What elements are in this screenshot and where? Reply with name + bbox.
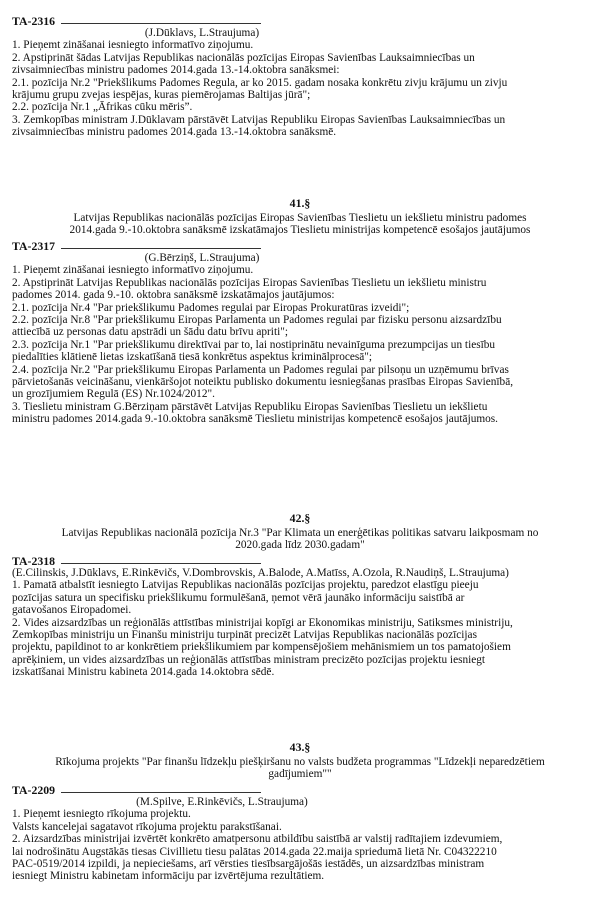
section-number: 41.§	[289, 196, 311, 210]
paragraph-1-cont: pozīcijas satura un specifisku priekšlikumu formulēšanā, ņemot vērā jaunāko informāciju saistībā ar	[12, 591, 465, 604]
paragraph-3: 3. Zemkopības ministram J.Dūklavam pārstāvēt Latvijas Republiku Eiropas Savienības Lauksaimniecības un	[12, 113, 506, 126]
section-number: 43.§	[289, 740, 311, 754]
section-title-line: 2020.gada līdz 2030.gadam"	[235, 539, 365, 552]
paragraph-2-3: 2.3. pozīcija Nr.1 "Par priekšlikumu direktīvai par to, lai nostiprinātu nevainīguma prezumpcijas un tiesību	[12, 338, 496, 351]
section-title-line: Latvijas Republikas nacionālā pozīcija Nr.3 "Par Klimata un enerģētikas politikas satvaru laikposmam no	[61, 527, 539, 539]
decision-entry-ta-2316	[12, 12, 594, 139]
paragraph-2-cont: Zemkopības ministriju un Finanšu ministriju turpināt precizēt Latvijas Republikas nacionālās pozīcijas	[12, 629, 477, 642]
paragraph-2: 2. Apstiprināt šādas Latvijas Republikas nacionālās pozīcijas Eiropas Savienības Lauksaimniecības un	[12, 51, 475, 64]
paragraph-2-cont: izskatīšanai Ministru kabineta 2014.gada 14.oktobra sēdē.	[12, 666, 275, 679]
paragraph-2-cont: projektu, papildinot to ar konkrētiem priekšlikumiem par kompensējošiem mehānismiem un tos pamatojošiem	[12, 641, 511, 654]
ta-row	[12, 237, 594, 252]
ta-number: TA-2318	[12, 553, 56, 568]
paragraph-1: 1. Pieņemt zināšanai iesniegto informatīvo ziņojumu.	[12, 264, 254, 277]
section-title	[12, 212, 588, 237]
section-title	[12, 756, 588, 781]
authors: (J.Dūklavs, L.Straujuma)	[144, 27, 260, 39]
paragraph-2-cont: iesniegt Ministru kabinetam informāciju par izvērtējuma rezultātiem.	[12, 870, 325, 883]
section-43-heading	[12, 741, 588, 781]
paragraph-2-4: 2.4. pozīcija Nr.2 "Par priekšlikumu Eiropas Parlamenta un Padomes regulai par pilsoņu un uzņēmumu brīvas	[12, 363, 509, 376]
decision-entry-ta-2318	[12, 552, 594, 679]
paragraph-3: 3. Tieslietu ministram G.Bērziņam pārstāvēt Latvijas Republiku Eiropas Savienības Tieslietu un iekšlietu	[12, 400, 488, 413]
paragraph-2-2: 2.2. pozīcija Nr.8 "Par priekšlikumu Eiropas Parlamenta un Padomes regulai par fizisku personu aizsardzību	[12, 314, 502, 327]
authors: (E.Cilinskis, J.Dūklavs, E.Rinkēvičs, V.Dombrovskis, A.Balode, A.Matīss, A.Ozola, R.Naudiņš, L.Straujuma)	[12, 567, 509, 579]
paragraph-2-4-cont: pārvietošanās veicināšanu, vienkāršojot noteiktu publisko dokumentu iesniegšanas prasības Eiropas Savienībā,	[12, 376, 514, 389]
ta-number: TA-2316	[12, 13, 56, 28]
decision-body	[12, 808, 594, 882]
ta-row	[12, 12, 594, 27]
signature-line	[61, 248, 261, 249]
paragraph-2-cont: zivsaimniecības ministru padomes 2014.gada 13.-14.oktobra sanāksmei:	[12, 64, 340, 77]
section-title	[12, 527, 588, 552]
paragraph-2-1-cont: krājumu grupu zvejas iespējas, kuras piemērojamas Baltijas jūrā";	[12, 89, 311, 102]
paragraph-1-cont: gatavošanos Eiropadomei.	[12, 604, 132, 617]
paragraph-3-cont: zivsaimniecības ministru padomes 2014.gada 13.-14.oktobra sanāksmē.	[12, 126, 337, 139]
signature-line	[61, 23, 261, 24]
section-42-heading	[12, 512, 588, 552]
paragraph-2-1: 2.1. pozīcija Nr.4 "Par priekšlikumu Padomes regulai par Eiropas Prokuratūras izveidi";	[12, 301, 410, 314]
paragraph-2: 2. Apstiprināt Latvijas Republikas nacionālās pozīcijas Eiropas Savienības Tieslietu un iekšlietu ministru	[12, 276, 487, 289]
section-title-line: 2014.gada 9.-10.oktobra sanāksmē izskatāmajos Tieslietu ministrijas kompetencē esošajos jautājumos	[69, 224, 531, 237]
ta-number: TA-2209	[12, 782, 56, 797]
paragraph-2-4-cont: un grozījumiem Regulā (ES) Nr.1024/2012".	[12, 388, 215, 401]
section-41-heading	[12, 197, 588, 237]
paragraph-2-cont: lai nodrošinātu Augstākās tiesas Civillietu tiesu palātas 2014.gada 22.maija spriedumā lietā Nr. C04322210	[12, 845, 497, 858]
decision-entry-ta-2317	[12, 237, 594, 426]
paragraph-2-cont: padomes 2014. gada 9.-10. oktobra sanāksmē izskatāmajos jautājumos:	[12, 289, 335, 302]
paragraph-2-3-cont: piedalīties klātienē lietas izskatīšanā tiesā konkrētus aspektus kriminālprocesā";	[12, 351, 373, 364]
paragraph-2: 2. Aizsardzības ministrijai izvērtēt konkrēto amatpersonu atbildību saistībā ar valstij radītajiem izdevumiem,	[12, 833, 503, 846]
paragraph-2-1: 2.1. pozīcija Nr.2 "Priekšlikums Padomes Regula, ar ko 2015. gadam nosaka konkrētu zivju krājumu un zivju	[12, 76, 508, 89]
paragraph-2-2-cont: attiecībā uz personas datu apstrādi un šādu datu brīvu apriti";	[12, 326, 288, 339]
signature-line	[61, 563, 261, 564]
paragraph-2-cont: aprēķiniem, un vides aizsardzības un reģionālās attīstības ministram precizēto pozīcijas projektu iesniegt	[12, 653, 486, 666]
paragraph-2: 2. Vides aizsardzības un reģionālās attīstības ministrijai kopīgi ar Ekonomikas ministriju, Satiksmes ministriju,	[12, 616, 513, 629]
ta-row	[12, 781, 594, 796]
section-title-line: gadījumiem""	[268, 768, 332, 781]
paragraph-2-cont: PAC-0519/2014 izpildi, ja nepieciešams, arī vērsties tiesībsargājošās iestādēs, un aizsardzības ministram	[12, 858, 485, 871]
paragraph-3-cont: ministru padomes 2014.gada 9.-10.oktobra sanāksmē Tieslietu ministrijas kompetencē esošajos jautājumos.	[12, 413, 499, 426]
section-title-line: Latvijas Republikas nacionālās pozīcijas Eiropas Savienības Tieslietu un iekšlietu ministru padomes	[73, 212, 527, 224]
authors: (G.Bērziņš, L.Straujuma)	[144, 252, 260, 264]
paragraph-1: 1. Pamatā atbalstīt iesniegto Latvijas Republikas nacionālās pozīcijas projektu, paredzot elastīgu pieeju	[12, 579, 479, 592]
section-title-line: Rīkojuma projekts "Par finanšu līdzekļu piešķiršanu no valsts budžeta programmas "Līdzekļi neparedzētiem	[55, 756, 545, 768]
paragraph-1: 1. Pieņemt zināšanai iesniegto informatīvo ziņojumu.	[12, 39, 254, 52]
paragraph-1b: Valsts kancelejai sagatavot rīkojuma projektu parakstīšanai.	[12, 820, 282, 833]
authors: (M.Spilve, E.Rinkēvičs, L.Straujuma)	[136, 796, 308, 808]
decision-body	[12, 579, 594, 678]
ta-number: TA-2317	[12, 238, 56, 253]
decision-body	[12, 39, 594, 138]
decision-body	[12, 264, 594, 425]
section-number: 42.§	[289, 511, 311, 525]
signature-line	[61, 792, 261, 793]
decision-entry-ta-2209	[12, 781, 594, 883]
paragraph-2-2: 2.2. pozīcija Nr.1 „Āfrikas cūku mēris”.	[12, 101, 193, 114]
ta-row	[12, 552, 594, 567]
paragraph-1: 1. Pieņemt iesniegto rīkojuma projektu.	[12, 808, 191, 821]
